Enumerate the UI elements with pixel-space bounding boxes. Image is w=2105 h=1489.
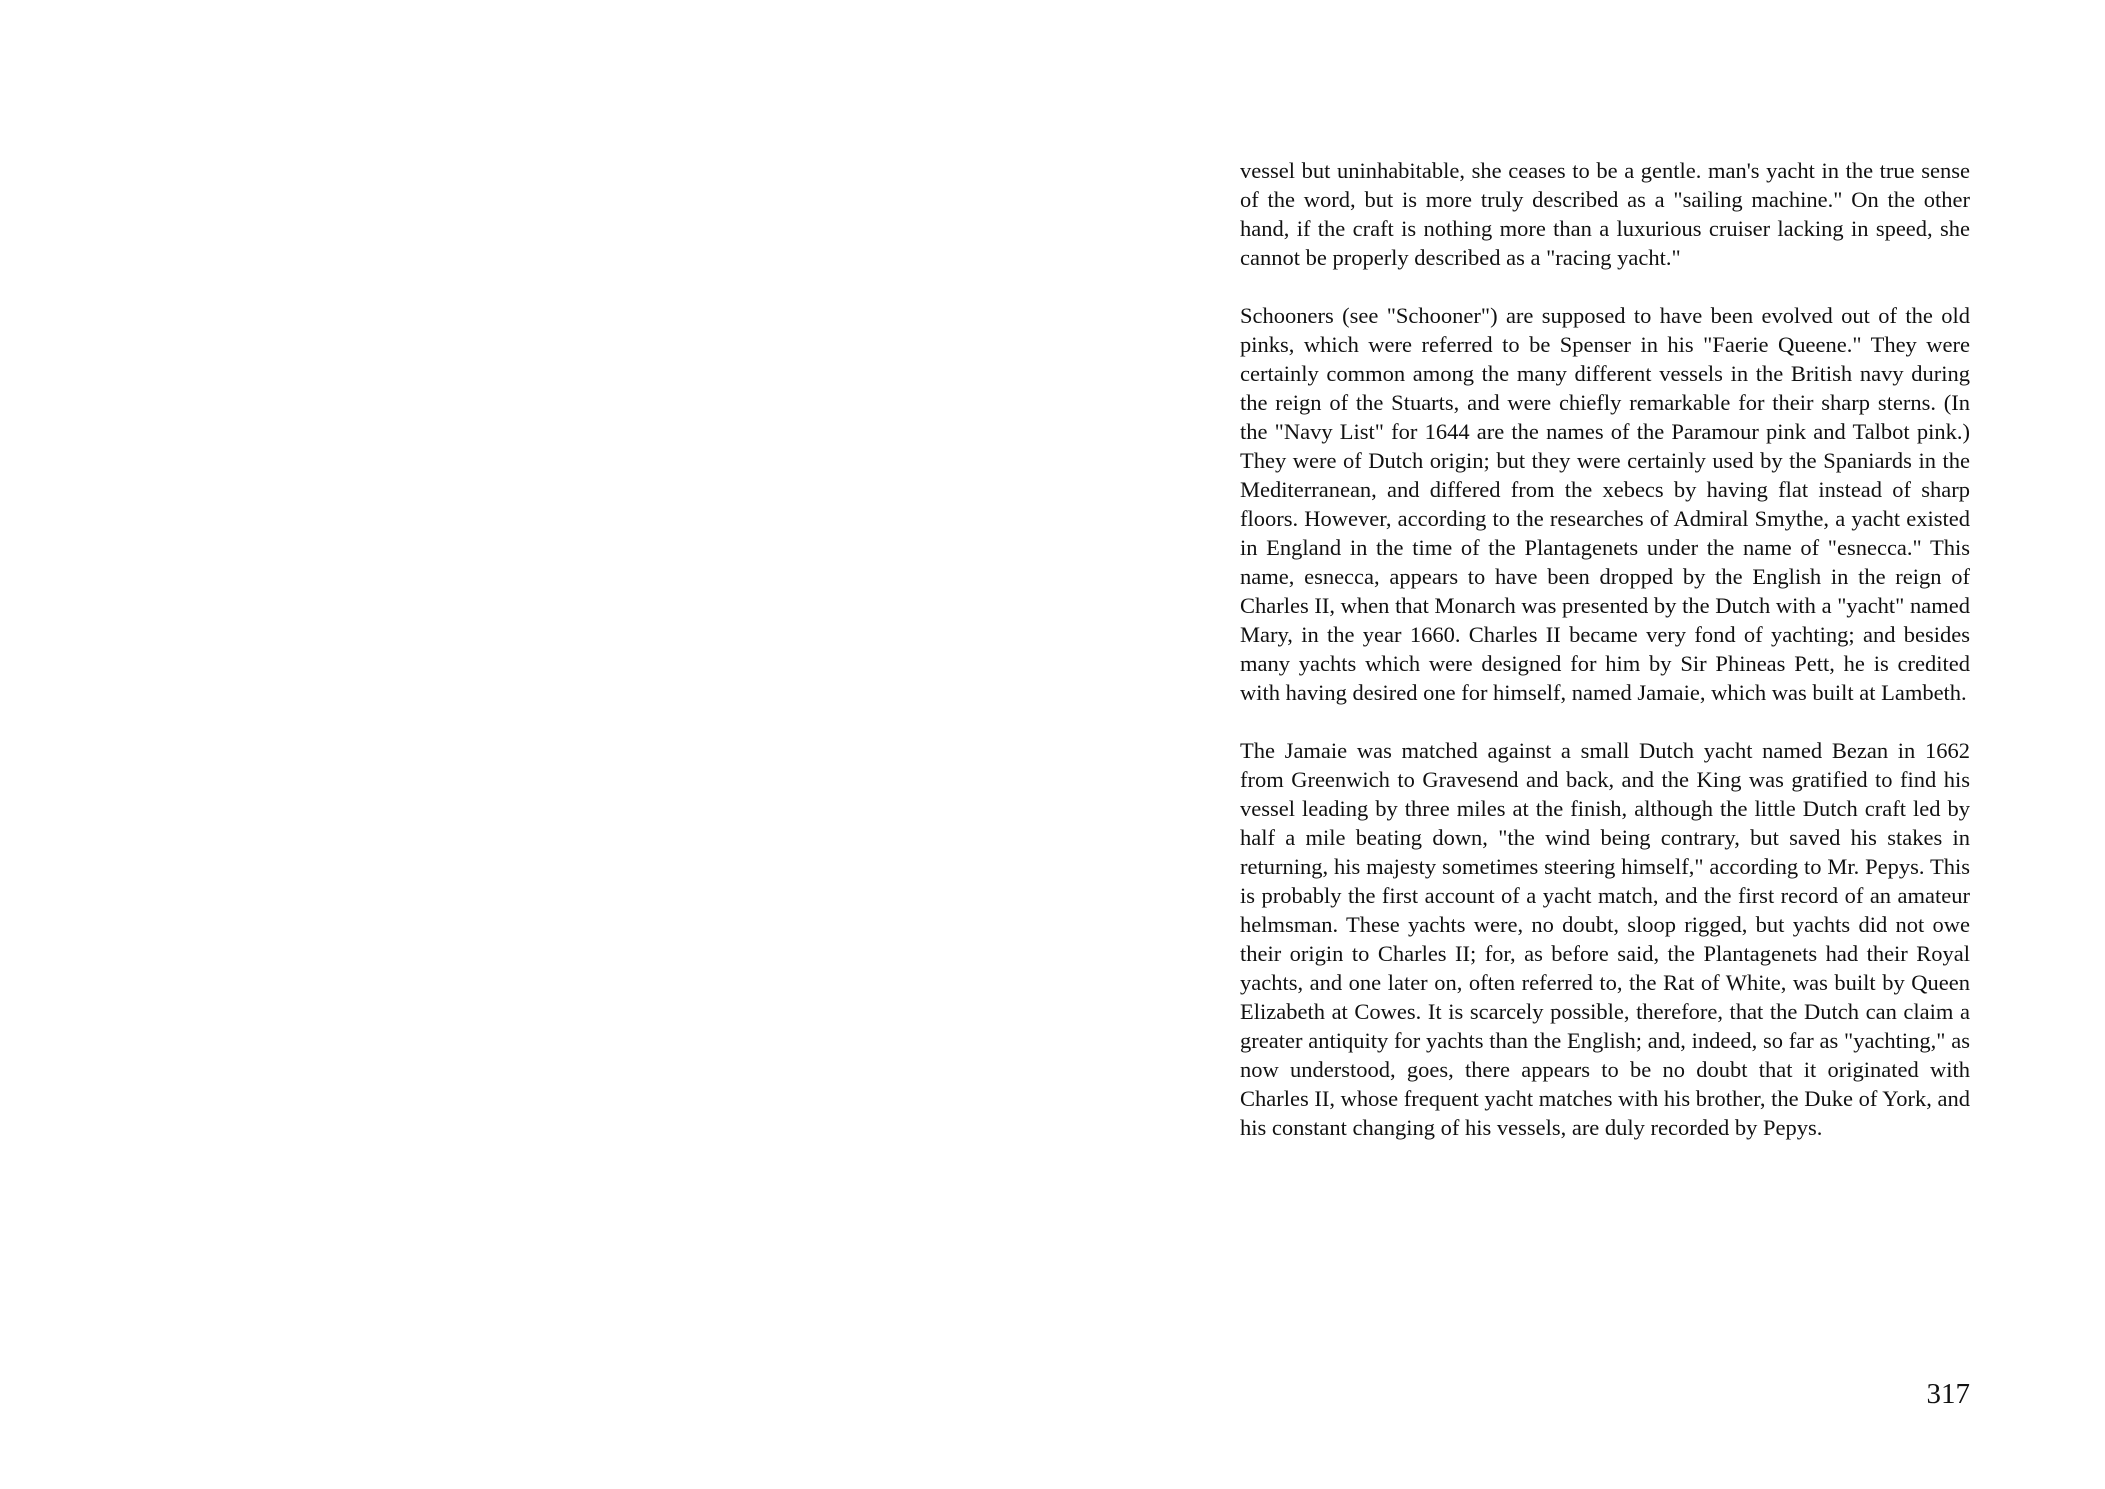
left-page-blank xyxy=(0,0,1052,1489)
paragraph-2: Schooners (see "Schooner") are supposed to have been evolved out of the old pinks, which were referred to be Spenser in his "Faerie Queene." They were certainly common among the many different vessels in the British navy during the reign of the Stuarts, and were chiefly remarkable for their sharp sterns. (In the "Navy List" for 1644 are the names of the Paramour pink and Talbot pink.) They were of Dutch origin; but they were certainly used by the Spaniards in the Mediterranean, and differed from the xebecs by having flat instead of sharp floors. However, according to the researches of Admiral Smythe, a yacht existed in England in the time of the Plantagenets under the name of "esnecca." This name, esnecca, appears to have been dropped by the English in the reign of Charles II, when that Monarch was presented by the Dutch with a "yacht" named Mary, in the year 1660. Charles II became very fond of yachting; and besides many yachts which were designed for him by Sir Phineas Pett, he is credited with having desired one for himself, named Jamaie, which was built at Lambeth. xyxy=(1240,303,1970,705)
paragraph-3: The Jamaie was matched against a small Dutch yacht named Bezan in 1662 from Greenwich to Gravesend and back, and the King was gratified to find his vessel leading by three miles at the finish, although the little Dutch craft led by half a mile beating down, "the wind being contrary, but saved his stakes in returning, his majesty sometimes steering himself," according to Mr. Pepys. This is probably the first account of a yacht match, and the first record of an amateur helmsman. These yachts were, no doubt, sloop rigged, but yachts did not owe their origin to Charles II; for, as before said, the Plantagenets had their Royal yachts, and one later on, often referred to, the Rat of White, was built by Queen Elizabeth at Cowes. It is scarcely possible, therefore, that the Dutch can claim a greater antiquity for yachts than the English; and, indeed, so far as "yachting," as now understood, goes, there appears to be no doubt that it originated with Charles II, whose frequent yacht matches with his brother, the Duke of York, and his constant changing of his vessels, are duly recorded by Pepys. xyxy=(1240,738,1970,1140)
page-number: 317 xyxy=(1926,1378,1970,1410)
paragraph-1: vessel but uninhabitable, she ceases to be a gentle. man's yacht in the true sense of the word, but is more truly described as a "sailing machine." On the other hand, if the craft is nothing more than a luxurious cruiser lacking in speed, she cannot be properly described as a "racing yacht." xyxy=(1240,158,1970,270)
body-text xyxy=(1240,156,1970,1171)
right-page xyxy=(1052,0,2105,1489)
